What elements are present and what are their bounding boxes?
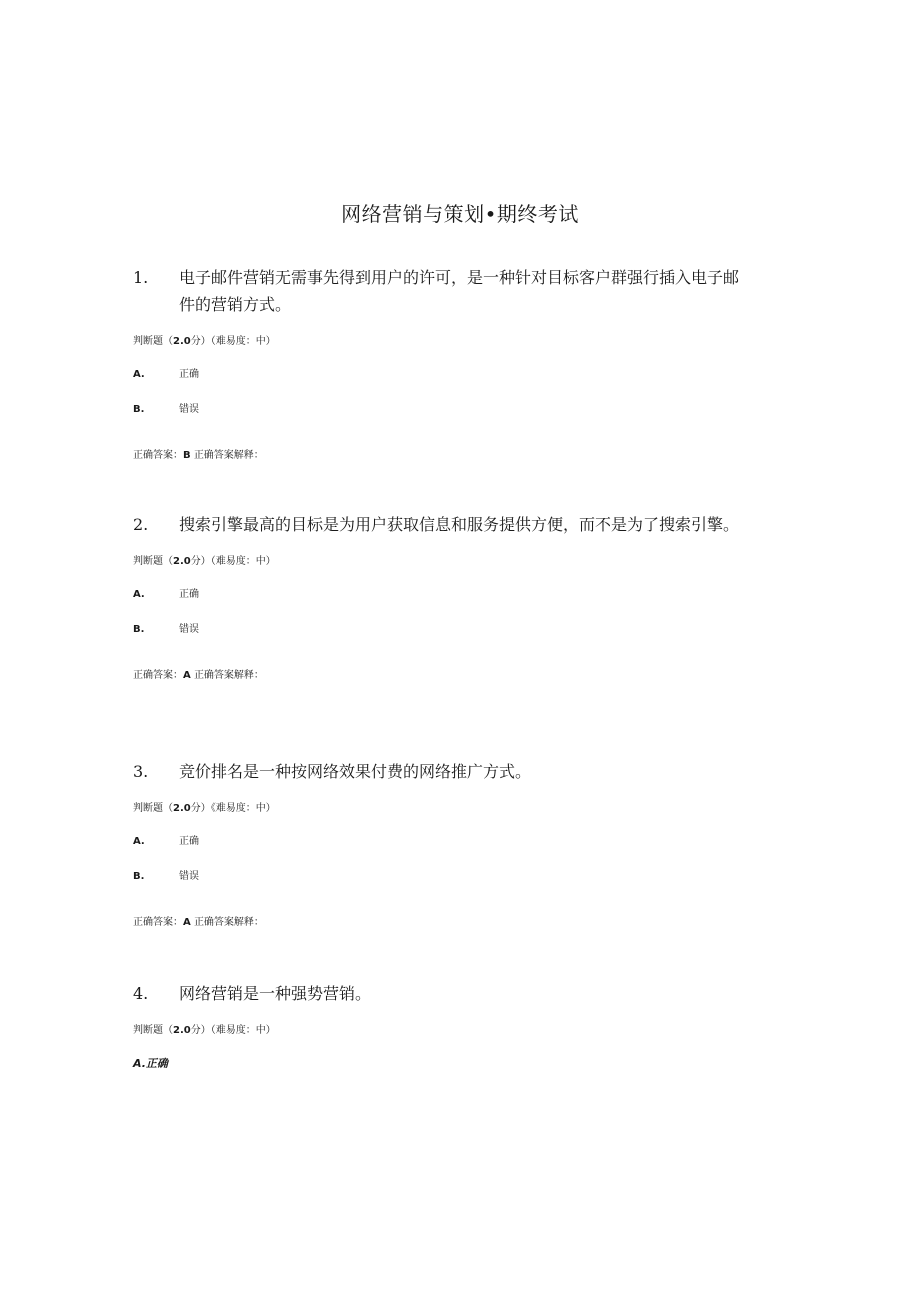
question-text: 竞价排名是一种按网络效果付费的网络推广方式。 (179, 762, 532, 781)
option-letter: B. (133, 624, 145, 635)
answer-key: A (183, 917, 191, 928)
option-letter: A. (133, 836, 145, 847)
option-letter: B. (133, 404, 145, 415)
question-stem (133, 758, 743, 785)
option-text: 正确 (179, 369, 199, 380)
answer-key: A (183, 670, 191, 681)
question-text: 搜索引擎最高的目标是为用户获取信息和服务提供方便，而不是为了搜索引擎。 (179, 515, 740, 534)
question-1 (133, 264, 743, 464)
correct-answer: 正确答案：B 正确答案解释： (133, 450, 264, 461)
question-points: 2.0 (173, 556, 191, 567)
correct-answer: 正确答案：A 正确答案解释： (133, 917, 264, 928)
option-b[interactable] (133, 869, 743, 885)
question-meta: 判断题（2.0分）（难易度：中） (133, 556, 276, 567)
question-number: 3. (133, 762, 149, 781)
page-title: 网络营销与策划•期终考试 (341, 202, 579, 226)
option-letter: A. (133, 369, 145, 380)
question-stem (133, 980, 743, 1007)
option-b[interactable] (133, 622, 743, 638)
option-text: 错误 (179, 624, 199, 635)
option-a[interactable] (133, 834, 743, 850)
question-points: 2.0 (173, 1025, 191, 1036)
question-meta: 判断题（2.0分）《难易度：中） (133, 803, 276, 814)
correct-answer: 正确答案：A 正确答案解释： (133, 670, 264, 681)
question-meta: 判断题（2.0分）（难易度：中） (133, 1025, 276, 1036)
option-text: A.正确 (133, 1057, 168, 1070)
answer-key: B (183, 450, 191, 461)
option-text: 错误 (179, 871, 199, 882)
option-letter: B. (133, 871, 145, 882)
option-a[interactable] (133, 367, 743, 383)
question-points: 2.0 (173, 803, 191, 814)
option-a[interactable] (133, 587, 743, 603)
question-stem (133, 511, 743, 538)
question-text: 网络营销是一种强势营销。 (179, 984, 372, 1003)
question-number: 2. (133, 515, 149, 534)
question-number: 4. (133, 984, 149, 1003)
question-meta: 判断题（2.0分）（难易度：中） (133, 336, 276, 347)
question-text: 电子邮件营销无需事先得到用户的许可，是一种针对目标客户群强行插入电子邮件的营销方式。 (179, 268, 740, 314)
option-text: 正确 (179, 589, 199, 600)
option-a[interactable] (133, 1056, 743, 1072)
option-b[interactable] (133, 402, 743, 418)
option-text: 错误 (179, 404, 199, 415)
question-3 (133, 758, 743, 931)
option-text: 正确 (179, 836, 199, 847)
question-2 (133, 511, 743, 684)
question-number: 1. (133, 268, 149, 287)
question-4 (133, 980, 743, 1072)
question-stem (133, 264, 743, 318)
question-points: 2.0 (173, 336, 191, 347)
option-letter: A. (133, 589, 145, 600)
